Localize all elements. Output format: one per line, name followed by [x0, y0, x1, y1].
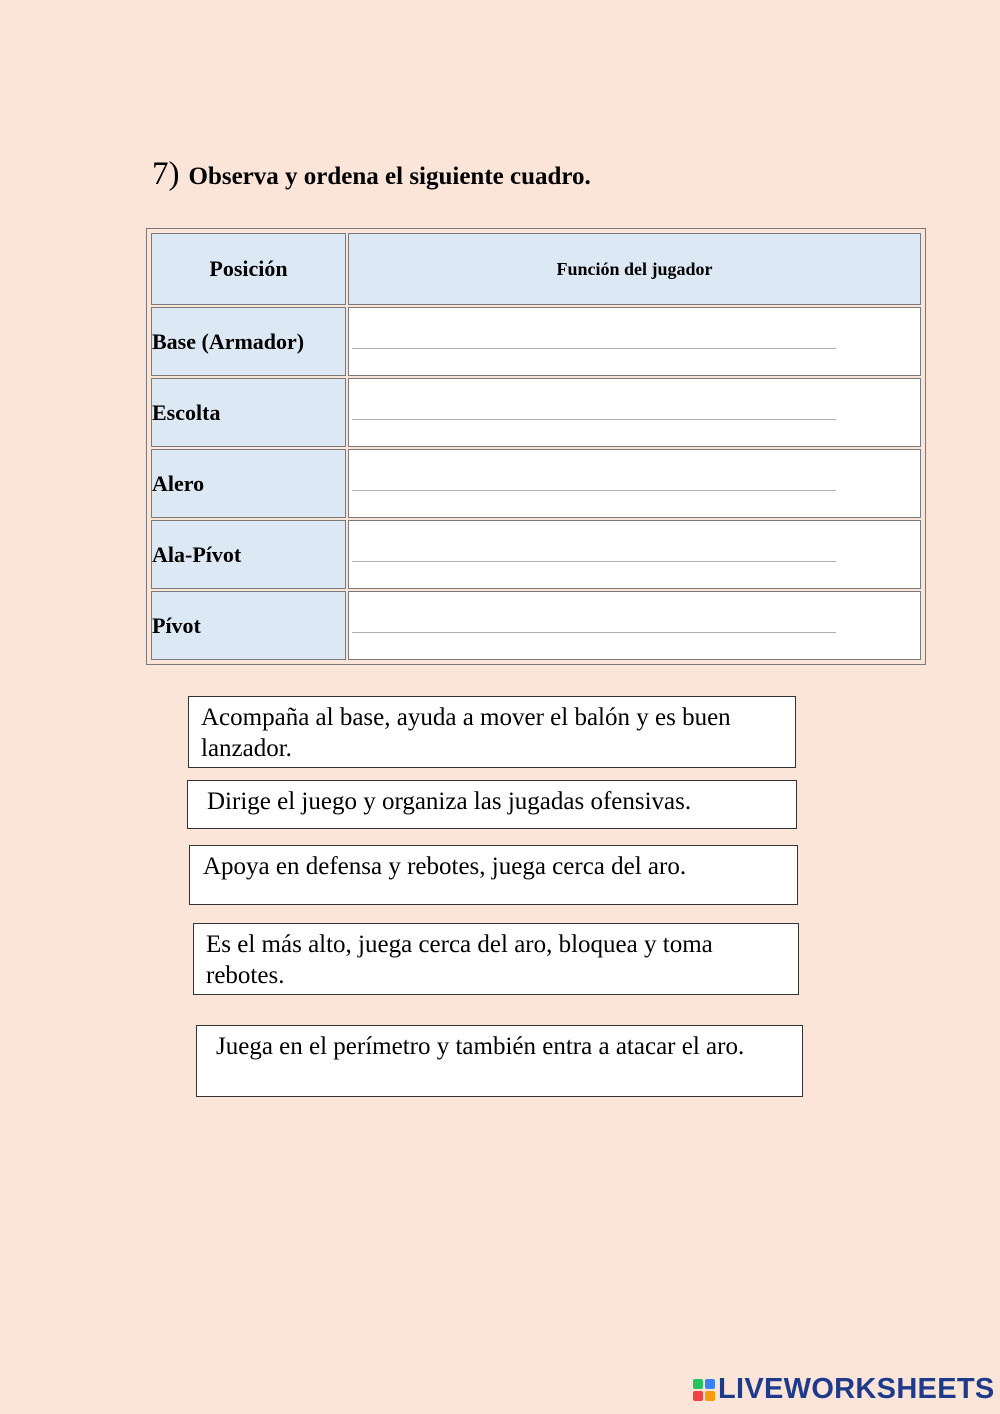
- position-cell: Base (Armador): [151, 307, 346, 376]
- table-row: [151, 378, 921, 447]
- function-drop-cell[interactable]: [348, 591, 921, 660]
- draggable-option-box[interactable]: Juega en el perímetro y también entra a atacar el aro.: [196, 1025, 803, 1097]
- logo-block: [705, 1379, 715, 1389]
- answer-line: [352, 632, 836, 633]
- header-position: Posición: [151, 233, 346, 305]
- draggable-option-box[interactable]: Apoya en defensa y rebotes, juega cerca del aro.: [189, 845, 798, 905]
- liveworksheets-logo-icon: [693, 1379, 715, 1401]
- table-row: [151, 520, 921, 589]
- question-heading: [152, 156, 591, 193]
- table-row: [151, 591, 921, 660]
- answer-line: [352, 419, 836, 420]
- position-cell: Alero: [151, 449, 346, 518]
- header-function: Función del jugador: [348, 233, 921, 305]
- table-header-row: [151, 233, 921, 305]
- answer-line: [352, 490, 836, 491]
- function-drop-cell[interactable]: [348, 520, 921, 589]
- draggable-option-box[interactable]: Es el más alto, juega cerca del aro, bloquea y toma rebotes.: [193, 923, 799, 995]
- function-drop-cell[interactable]: [348, 449, 921, 518]
- table-row: [151, 449, 921, 518]
- logo-block: [693, 1379, 703, 1389]
- question-number: 7): [152, 156, 180, 192]
- table-row: [151, 307, 921, 376]
- answer-line: [352, 561, 836, 562]
- answer-line: [352, 348, 836, 349]
- positions-table: [146, 228, 926, 665]
- position-cell: Ala-Pívot: [151, 520, 346, 589]
- position-cell: Pívot: [151, 591, 346, 660]
- draggable-option-box[interactable]: Dirige el juego y organiza las jugadas ofensivas.: [187, 780, 797, 829]
- liveworksheets-logo: [693, 1375, 995, 1404]
- function-drop-cell[interactable]: [348, 378, 921, 447]
- position-cell: Escolta: [151, 378, 346, 447]
- logo-text: LIVEWORKSHEETS: [718, 1373, 995, 1405]
- draggable-option-box[interactable]: Acompaña al base, ayuda a mover el balón y es buen lanzador.: [188, 696, 796, 768]
- logo-block: [693, 1391, 703, 1401]
- question-text: Observa y ordena el siguiente cuadro.: [188, 163, 591, 190]
- function-drop-cell[interactable]: [348, 307, 921, 376]
- logo-block: [705, 1391, 715, 1401]
